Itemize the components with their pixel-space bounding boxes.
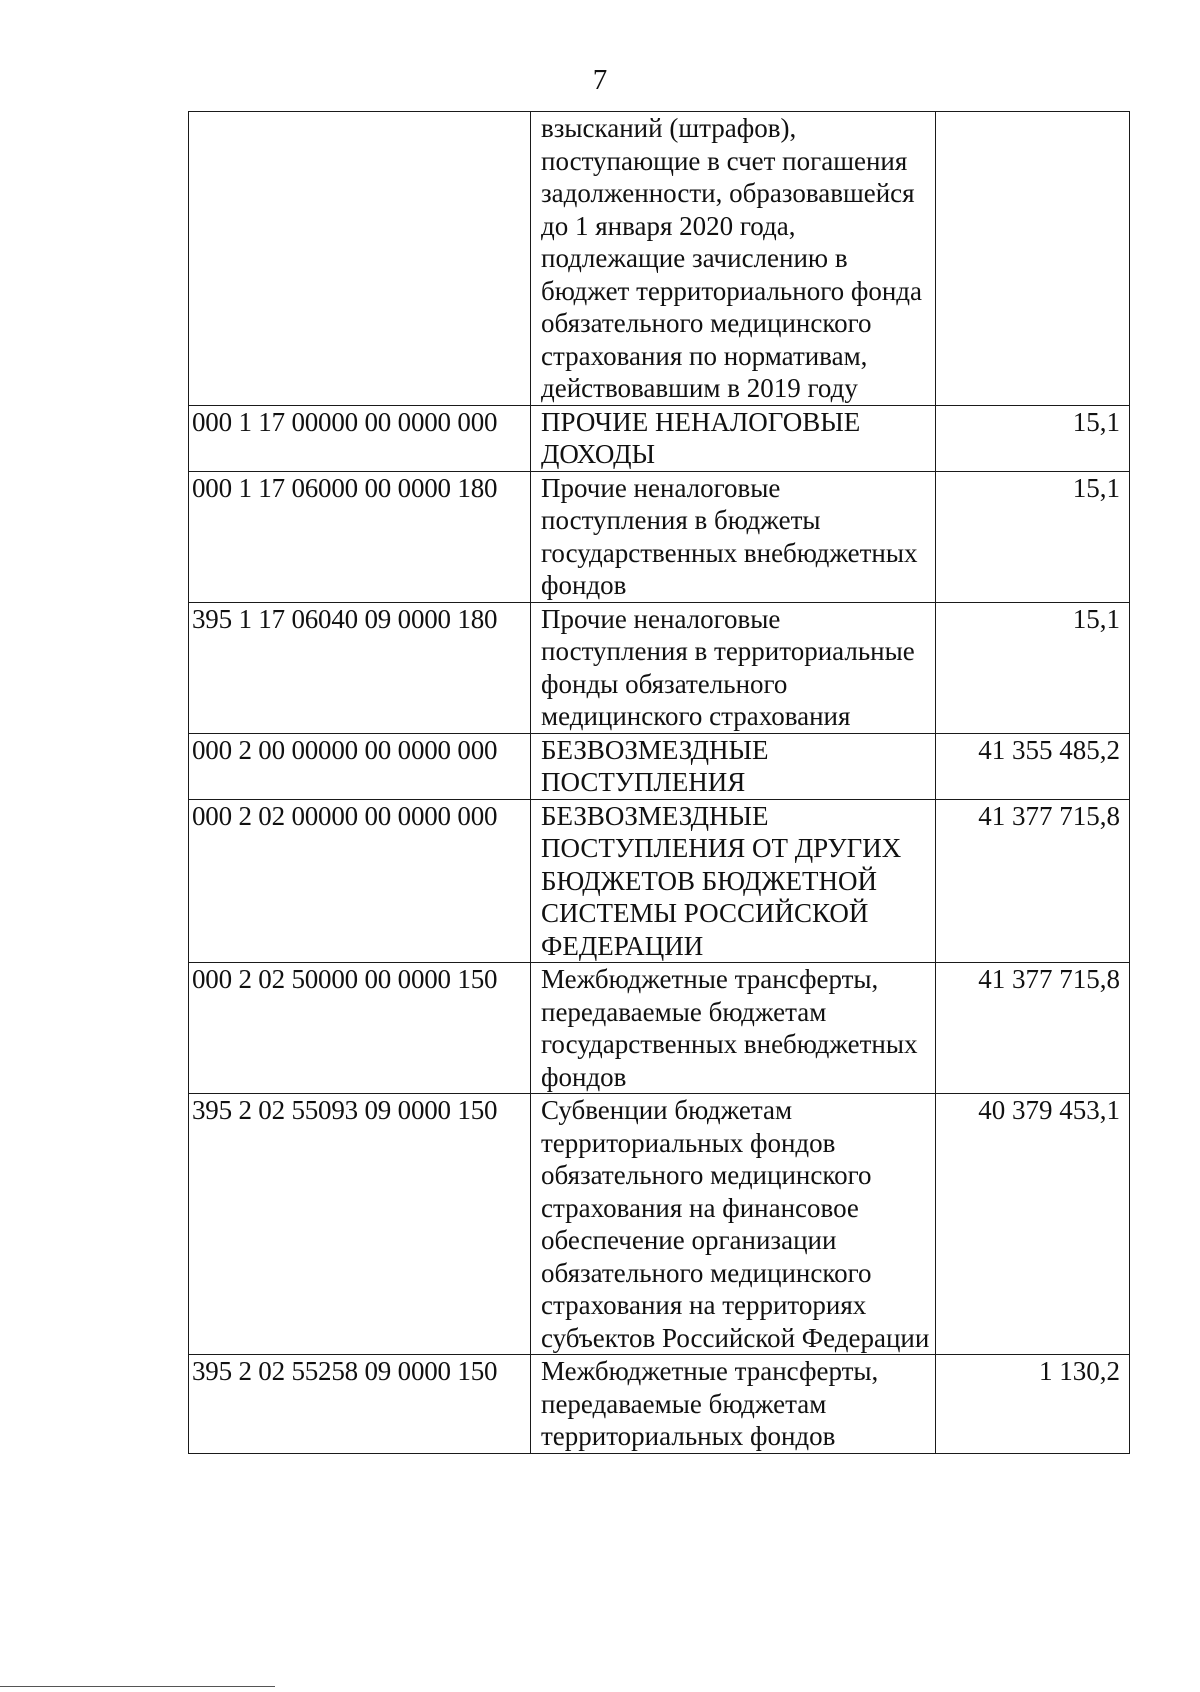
amount-cell: [936, 112, 1130, 406]
table-row: [189, 112, 1130, 406]
table-row: [189, 1355, 1130, 1454]
table-row: [189, 602, 1130, 733]
budget-code-cell: 000 1 17 00000 00 0000 000: [189, 405, 531, 471]
amount-cell: 15,1: [936, 602, 1130, 733]
budget-code-cell: 000 1 17 06000 00 0000 180: [189, 471, 531, 602]
table-row: [189, 733, 1130, 799]
revenue-name-cell: Межбюджетные трансферты, передаваемые бюджетам государственных внебюджетных фондов: [531, 963, 936, 1094]
revenue-name-cell: взысканий (штрафов), поступающие в счет погашения задолженности, образовавшейся до 1 января 2020 года, подлежащие зачислению в бюджет территориального фонда обязательного медицинского страхования по нормативам, действовавшим в 2019 году: [531, 112, 936, 406]
amount-cell: 41 377 715,8: [936, 963, 1130, 1094]
revenue-name-cell: Межбюджетные трансферты, передаваемые бюджетам территориальных фондов: [531, 1355, 936, 1454]
budget-code-cell: 395 2 02 55093 09 0000 150: [189, 1094, 531, 1355]
table-row: [189, 471, 1130, 602]
amount-cell: 41 355 485,2: [936, 733, 1130, 799]
revenue-name-cell: БЕЗВОЗМЕЗДНЫЕ ПОСТУПЛЕНИЯ ОТ ДРУГИХ БЮДЖЕТОВ БЮДЖЕТНОЙ СИСТЕМЫ РОССИЙСКОЙ ФЕДЕРАЦИИ: [531, 799, 936, 963]
budget-code-cell: 000 2 02 00000 00 0000 000: [189, 799, 531, 963]
page-number: 7: [592, 64, 608, 96]
footnote-divider: [0, 1686, 275, 1687]
budget-code-cell: 000 2 00 00000 00 0000 000: [189, 733, 531, 799]
amount-cell: 1 130,2: [936, 1355, 1130, 1454]
budget-code-cell: [189, 112, 531, 406]
table-row: [189, 405, 1130, 471]
revenue-name-cell: Прочие неналоговые поступления в бюджеты государственных внебюджетных фондов: [531, 471, 936, 602]
revenue-name-cell: Прочие неналоговые поступления в территориальные фонды обязательного медицинского страхования: [531, 602, 936, 733]
revenue-name-cell: БЕЗВОЗМЕЗДНЫЕ ПОСТУПЛЕНИЯ: [531, 733, 936, 799]
amount-cell: 41 377 715,8: [936, 799, 1130, 963]
revenue-name-cell: ПРОЧИЕ НЕНАЛОГОВЫЕ ДОХОДЫ: [531, 405, 936, 471]
amount-cell: 40 379 453,1: [936, 1094, 1130, 1355]
budget-revenue-table: [188, 111, 1130, 1454]
budget-code-cell: 395 1 17 06040 09 0000 180: [189, 602, 531, 733]
budget-code-cell: 395 2 02 55258 09 0000 150: [189, 1355, 531, 1454]
amount-cell: 15,1: [936, 471, 1130, 602]
table-row: [189, 799, 1130, 963]
table-row: [189, 963, 1130, 1094]
budget-code-cell: 000 2 02 50000 00 0000 150: [189, 963, 531, 1094]
amount-cell: 15,1: [936, 405, 1130, 471]
table-row: [189, 1094, 1130, 1355]
revenue-name-cell: Субвенции бюджетам территориальных фондов обязательного медицинского страхования на финансовое обеспечение организации обязательного медицинского страхования на территориях субъектов Российской Федерации: [531, 1094, 936, 1355]
